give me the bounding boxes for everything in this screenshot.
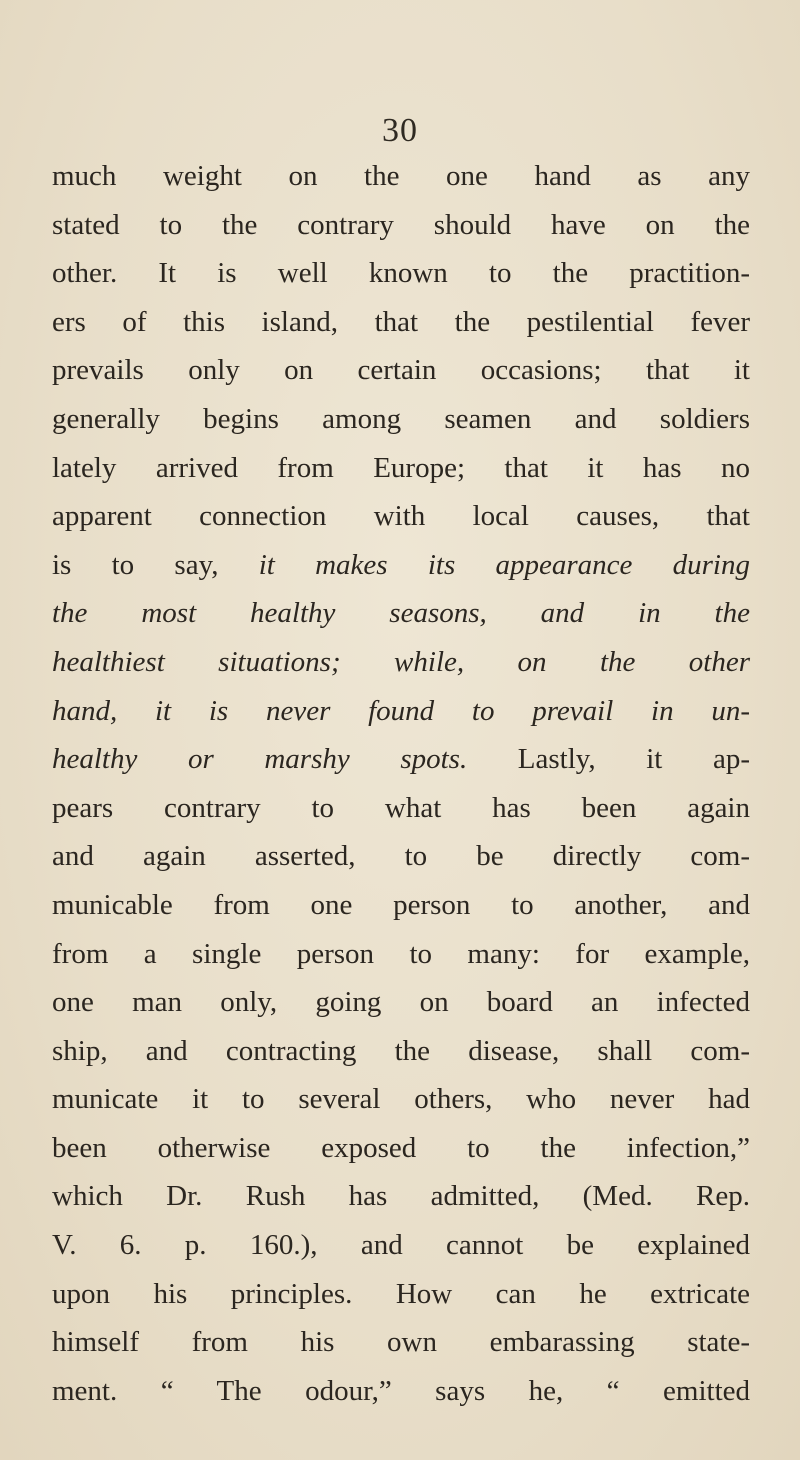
italic-segment: healthy or marshy spots. bbox=[52, 743, 468, 776]
text-line: which Dr. Rush has admitted, (Med. Rep. bbox=[52, 1180, 750, 1213]
body-text bbox=[52, 152, 750, 1415]
text-line: V. 6. p. 160.), and cannot be explained bbox=[52, 1229, 750, 1262]
text-line: municate it to several others, who never had bbox=[52, 1083, 750, 1116]
text-line: one man only, going on board an infected bbox=[52, 986, 750, 1019]
text-line: pears contrary to what has been again bbox=[52, 791, 750, 824]
text-line: and again asserted, to be directly com- bbox=[52, 840, 750, 873]
text-line: lately arrived from Europe; that it has no bbox=[52, 451, 750, 484]
text-line: hand, it is never found to prevail in un- bbox=[52, 694, 750, 727]
text-line bbox=[52, 735, 750, 784]
text-line: upon his principles. How can he extricate bbox=[52, 1277, 750, 1310]
text-line: been otherwise exposed to the infection,” bbox=[52, 1131, 750, 1164]
text-line: ship, and contracting the disease, shall com- bbox=[52, 1034, 750, 1067]
text-line: healthiest situations; while, on the other bbox=[52, 645, 750, 678]
text-line: generally begins among seamen and soldiers bbox=[52, 402, 750, 435]
text-line: other. It is well known to the practition- bbox=[52, 257, 750, 290]
text-segment: Lastly, it ap- bbox=[467, 743, 750, 776]
text-line: apparent connection with local causes, that bbox=[52, 500, 750, 533]
text-segment: is to say, bbox=[52, 548, 259, 581]
text-line: much weight on the one hand as any bbox=[52, 160, 750, 192]
italic-segment: it makes its appearance during bbox=[258, 548, 750, 581]
text-line: the most healthy seasons, and in the bbox=[52, 597, 750, 630]
text-line: stated to the contrary should have on the bbox=[52, 208, 750, 241]
text-line bbox=[52, 541, 750, 590]
text-line: ment. “ The odour,” says he, “ emitted bbox=[52, 1374, 750, 1407]
text-line: from a single person to many: for example, bbox=[52, 937, 750, 970]
text-line: ers of this island, that the pestilential fever bbox=[52, 305, 750, 338]
text-line: municable from one person to another, and bbox=[52, 888, 750, 921]
text-line: prevails only on certain occasions; that it bbox=[52, 354, 750, 387]
page-number: 30 bbox=[382, 112, 418, 149]
text-line: himself from his own embarassing state- bbox=[52, 1326, 750, 1359]
